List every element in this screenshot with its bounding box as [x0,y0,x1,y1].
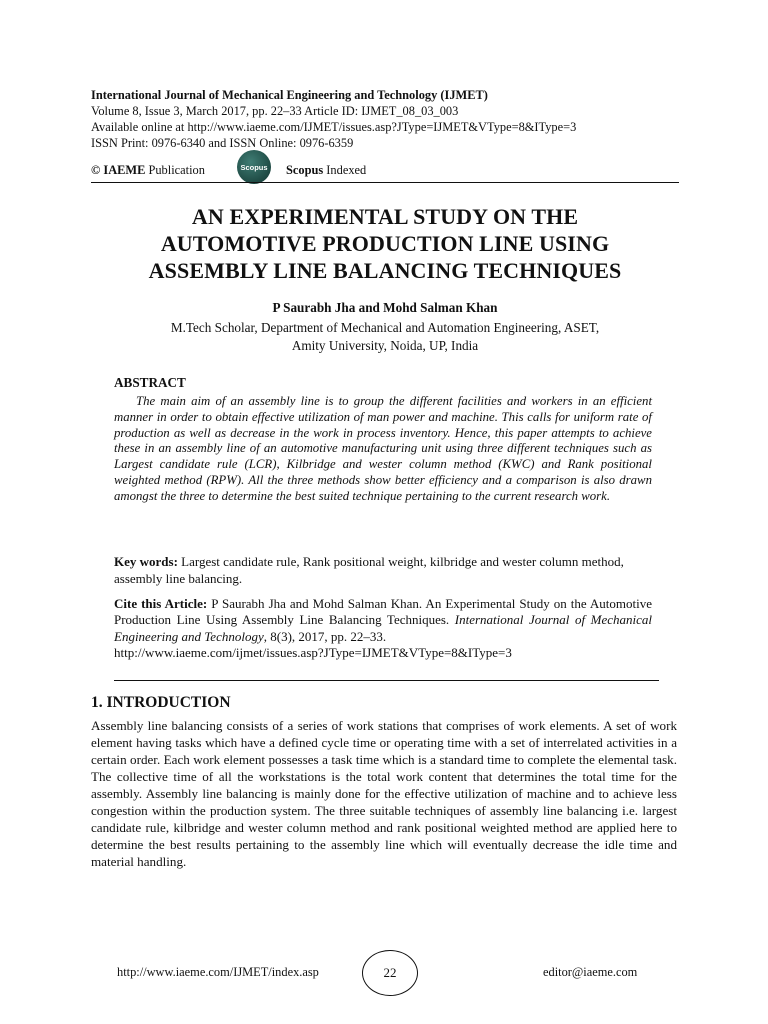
issn-line: ISSN Print: 0976-6340 and ISSN Online: 0976-6359 [91,136,354,150]
copyright-symbol: © [91,163,101,177]
affiliation-line-2: Amity University, Noida, UP, India [291,338,479,353]
publication-row [91,150,681,180]
citation [114,596,652,662]
abstract-body: The main aim of an assembly line is to group the different facilities and workers in an efficient manner in order to obtain effective utilization of man power and machine. This calls for uniform rate of production as well as decrease in the work in process inventory. Hence, this paper attempts to achieve these in an assembly line of an automotive manufacturing unit using three different techniques such as Largest candidate rule (LCR), Kilbridge and wester column method (KWC) and Rank positional weighted method (RPW). All the three methods show better efficiency and a comparison is also drawn amongst the three to determine the best suited technique pertaining to the current research work. [114,394,652,503]
citation-divider [114,680,659,681]
indexed-name: Scopus [286,163,324,177]
title-line-3: ASSEMBLY LINE BALANCING TECHNIQUES [148,258,622,283]
authors: P Saurabh Jha and Mohd Salman Khan [272,300,498,315]
keywords [114,553,652,587]
citation-label: Cite this Article: [114,596,208,611]
scopus-logo-icon [237,150,271,184]
footer-url-link[interactable]: http://www.iaeme.com/IJMET/index.asp [117,965,319,979]
citation-url-link[interactable]: http://www.iaeme.com/ijmet/issues.asp?JType=IJMET&VType=8&IType=3 [114,645,512,661]
introduction-body: Assembly line balancing consists of a series of work stations that comprises of work elements. A set of work element having tasks which have a defined cycle time or operating time with a set of interrelated activities in a certain order. Each work element possesses a task time which is a standard time to complete the elemental task. The collective time of all the workstations is the total work content that determines the total time for the assembly. Assembly line balancing is mainly done for the effective utilization of machine and to achieve less congestion within the production system. The three suitable techniques of assembly line balancing i.e. largest candidate rule, kilbridge and wester column method and rank positional weighted method are applied here to determine the best results pertaining to the assembly line which will eventually decrease the idle time and material handling. [91,718,677,869]
indexed-credit [286,163,366,178]
publisher-suffix: Publication [145,163,205,177]
publisher-credit [91,163,205,178]
affiliation [91,319,679,355]
scopus-logo-text: Scopus [240,162,268,172]
title-line-2: AUTOMOTIVE PRODUCTION LINE USING [160,231,610,256]
publisher-name: IAEME [103,163,146,177]
keywords-label: Key words: [114,554,178,569]
paper-title [91,203,679,284]
header-divider [91,182,679,183]
affiliation-line-1: M.Tech Scholar, Department of Mechanical and Automation Engineering, ASET, [170,320,600,335]
available-online-line: Available online at http://www.iaeme.com/IJMET/issues.asp?JType=IJMET&VType=8&IType=3 [91,120,577,134]
citation-journal: International Journal of Mechanical Engineering and Technology [114,612,652,644]
keywords-text: Largest candidate rule, Rank positional weight, kilbridge and wester column method, assembly line balancing. [114,554,624,586]
page-footer [0,950,768,1000]
citation-text: P Saurabh Jha and Mohd Salman Khan. An Experimental Study on the Automotive Production Line Using Assembly Line Balancing Techniques. [114,596,652,628]
journal-header [91,87,681,151]
title-line-1: AN EXPERIMENTAL STUDY ON THE [191,204,579,229]
page-number: 22 [362,950,418,996]
journal-title: International Journal of Mechanical Engineering and Technology (IJMET) [91,88,488,102]
indexed-suffix: Indexed [323,163,367,177]
citation-details: , 8(3), 2017, pp. 22–33. [263,628,387,644]
footer-email-link[interactable]: editor@iaeme.com [543,965,638,979]
introduction-heading: 1. INTRODUCTION [91,694,231,711]
volume-line: Volume 8, Issue 3, March 2017, pp. 22–33 Article ID: IJMET_08_03_003 [91,104,459,118]
abstract-heading: ABSTRACT [114,375,186,390]
